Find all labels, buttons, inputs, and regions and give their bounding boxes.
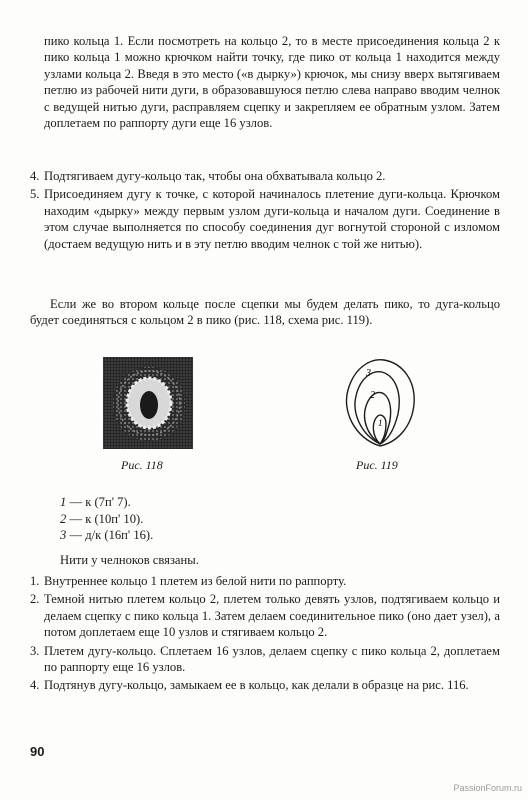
list-item-text: Подтягиваем дугу-кольцо так, чтобы она обхватывала кольцо 2. xyxy=(44,169,386,183)
legend-key: 2 xyxy=(60,511,67,526)
watermark: PassionForum.ru xyxy=(453,783,522,793)
list-item-number: 4. xyxy=(30,678,40,693)
page-number: 90 xyxy=(30,744,45,759)
figure-119-caption: Рис. 119 xyxy=(356,458,398,472)
list-item xyxy=(30,677,500,693)
list-item-number: 3. xyxy=(30,643,40,658)
list-item-number: 4. xyxy=(30,169,40,183)
figure-reference-paragraph: Если же во втором кольце после сцепки мы будем делать пико, то дуга-кольцо будет соединяться с кольцом 2 в пико (рис. 118, схема рис. 119). xyxy=(30,297,500,328)
list-item xyxy=(30,643,500,676)
diagram-label-2: 2 xyxy=(370,390,375,401)
list-item-number: 2. xyxy=(30,592,40,607)
legend-value: — к (7п' 7). xyxy=(69,495,131,509)
ring-legend xyxy=(60,494,153,544)
numbered-list-upper xyxy=(30,166,500,252)
list-item xyxy=(30,168,500,184)
legend-row xyxy=(60,494,153,511)
diagram-label-1: 1 xyxy=(378,418,383,428)
list-item-text: Темной нитью плетем кольцо 2, плетем только девять узлов, подтягиваем кольцо и делаем сцепку с пико кольца 1. Затем делаем соединительное пико (оно дает узел), а потом доплетаем еще 10 узлов и стягиваем кольцо 2. xyxy=(44,592,500,640)
list-item-text: Подтянув дугу-кольцо, замыкаем ее в кольцо, как делали в образце на рис. 116. xyxy=(44,678,469,693)
legend-key: 1 xyxy=(60,495,67,509)
list-item xyxy=(30,591,500,640)
list-item-number: 1. xyxy=(30,574,40,588)
legend-row xyxy=(60,527,153,544)
diagram-label-3: 3 xyxy=(366,368,371,379)
list-intro: Нити у челноков связаны. xyxy=(60,553,199,567)
figure-118-caption: Рис. 118 xyxy=(121,458,163,472)
top-paragraph: пико кольца 1. Если посмотреть на кольцо 2, то в месте присоединения кольца 2 к пико кольца 1 можно крючком найти точку, где пико от кольца 1 находится между узлами кольца 2. Введя в это место («в дырку») крючок, мы снизу вверх вытягиваем петлю из рабочей нити дуги, в образовавшуюся петлю слева направо вводим челнок с ведущей нитью дуги, расправляем сцепку и закрепляем ее обратным узлом. Затем доплетаем по раппорту дуги еще 16 узлов. xyxy=(44,34,500,131)
list-item-number: 5. xyxy=(30,187,40,202)
numbered-list-lower xyxy=(30,571,500,694)
tatting-sample-photo xyxy=(103,357,193,449)
list-item xyxy=(30,186,500,252)
legend-row xyxy=(60,511,153,528)
list-item-text: Внутреннее кольцо 1 плетем из белой нити по раппорту. xyxy=(44,574,347,588)
list-item xyxy=(30,573,500,589)
figures-row xyxy=(0,354,528,476)
tatting-diagram xyxy=(340,354,420,450)
legend-value: — д/к (16п' 16). xyxy=(69,528,154,543)
legend-key: 3 xyxy=(60,528,67,543)
legend-value: — к (10п' 10). xyxy=(69,511,144,526)
list-item-text: Плетем дугу-кольцо. Сплетаем 16 узлов, делаем сцепку с пико кольца 2, доплетаем по раппорту еще 16 узлов. xyxy=(44,643,500,675)
list-item-text: Присоединяем дугу к точке, с которой начиналось плетение дуги-кольца. Крючком находим «дырку» между первым узлом дуги-кольца и началом дуги. Соединение в этом случае выполняется по способу соединения дуг вогнутой стороной с изломом (достаем ведущую нить и в эту петлю вводим челнок с той же нитью). xyxy=(44,187,500,251)
